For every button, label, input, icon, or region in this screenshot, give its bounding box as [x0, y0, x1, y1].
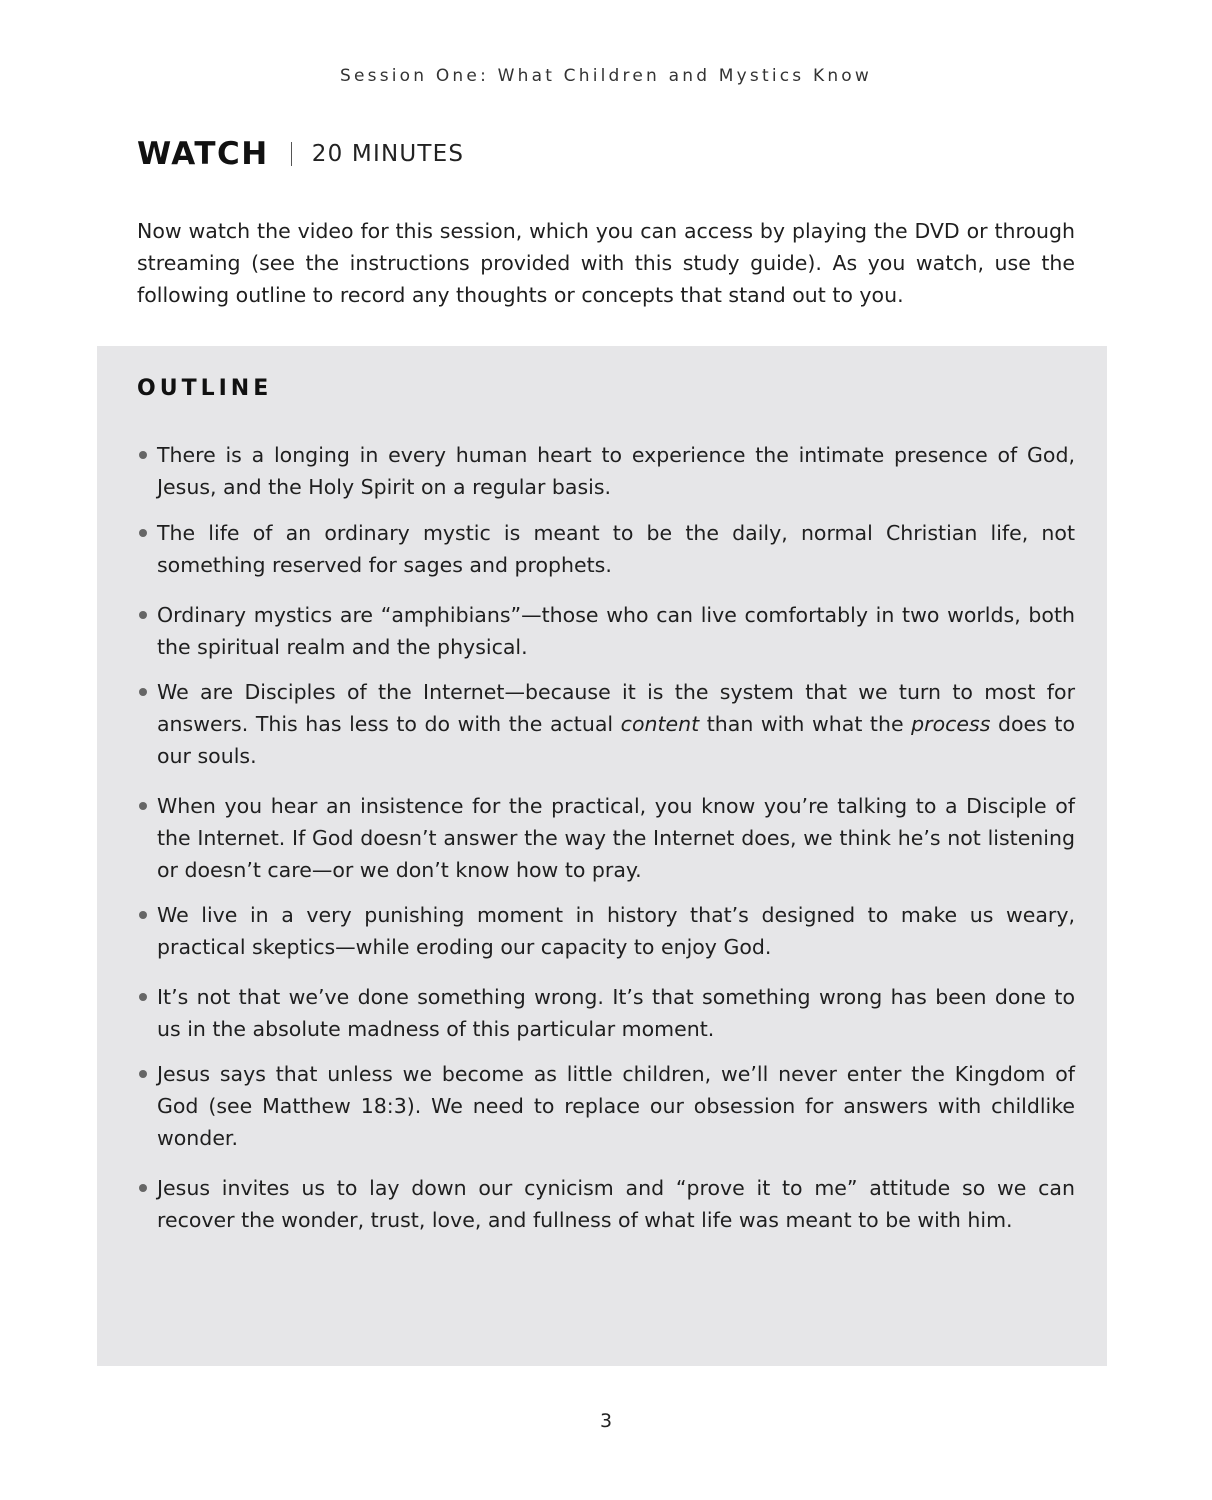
emphasis-content: content — [620, 712, 700, 736]
section-divider — [291, 142, 292, 166]
section-header — [137, 136, 464, 172]
bullet-icon — [139, 911, 147, 919]
bullet-icon — [139, 688, 147, 696]
outline-item-text: It’s not that we’ve done something wrong. It’s that something wrong has been done to us in the absolute madness of this particular moment. — [157, 985, 1075, 1041]
running-head: Session One: What Children and Mystics Know — [339, 66, 872, 86]
outline-item-text: Jesus invites us to lay down our cynicism and “prove it to me” attitude so we can recover the wonder, trust, love, and fullness of what life was meant to be with him. — [157, 1176, 1075, 1232]
outline-item-text: We live in a very punishing moment in history that’s designed to make us weary, practical skeptics—while eroding our capacity to enjoy God. — [157, 903, 1075, 959]
bullet-icon — [139, 993, 147, 1001]
section-duration: 20 MINUTES — [311, 141, 465, 167]
outline-item-text: When you hear an insistence for the practical, you know you’re talking to a Disciple of the Internet. If God doesn’t answer the way the Internet does, we think he’s not listening or doesn’t care—or we don’t know how to pray. — [157, 794, 1075, 882]
bullet-icon — [139, 802, 147, 810]
page-number: 3 — [599, 1410, 613, 1432]
outline-item — [137, 981, 1075, 1045]
bullet-icon — [139, 1070, 147, 1078]
outline-item-text: Ordinary mystics are “amphibians”—those who can live comfortably in two worlds, both the spiritual realm and the physical. — [157, 603, 1075, 659]
outline-item-text: Jesus says that unless we become as little children, we’ll never enter the Kingdom of God (see Matthew 18:3). We need to replace our obsession for answers with childlike wonder. — [157, 1062, 1075, 1150]
outline-item-text: There is a longing in every human heart to experience the intimate presence of God, Jesus, and the Holy Spirit on a regular basis. — [157, 443, 1075, 499]
outline-item — [137, 899, 1075, 963]
outline-item — [137, 1058, 1075, 1154]
bullet-icon — [139, 529, 147, 537]
outline-box — [97, 346, 1107, 1366]
outline-item — [137, 790, 1075, 886]
outline-item-text: The life of an ordinary mystic is meant to be the daily, normal Christian life, not something reserved for sages and prophets. — [157, 521, 1075, 577]
outline-item — [137, 517, 1075, 581]
outline-item — [137, 599, 1075, 663]
bullet-icon — [139, 451, 147, 459]
emphasis-process: process — [911, 712, 991, 736]
outline-list — [137, 439, 1075, 1236]
outline-item-text: We are Disciples of the Internet—because it is the system that we turn to most for answers. This has less to do with the actual content than with what the process does to our souls. — [157, 680, 1075, 768]
bullet-icon — [139, 611, 147, 619]
outline-item — [137, 676, 1075, 772]
intro-paragraph: Now watch the video for this session, which you can access by playing the DVD or through streaming (see the instructions provided with this study guide). As you watch, use the following outline to record any thoughts or concepts that stand out to you. — [137, 219, 1075, 307]
outline-title: OUTLINE — [137, 376, 273, 401]
outline-item — [137, 1172, 1075, 1236]
bullet-icon — [139, 1184, 147, 1192]
outline-item — [137, 439, 1075, 503]
section-title: WATCH — [137, 136, 269, 172]
